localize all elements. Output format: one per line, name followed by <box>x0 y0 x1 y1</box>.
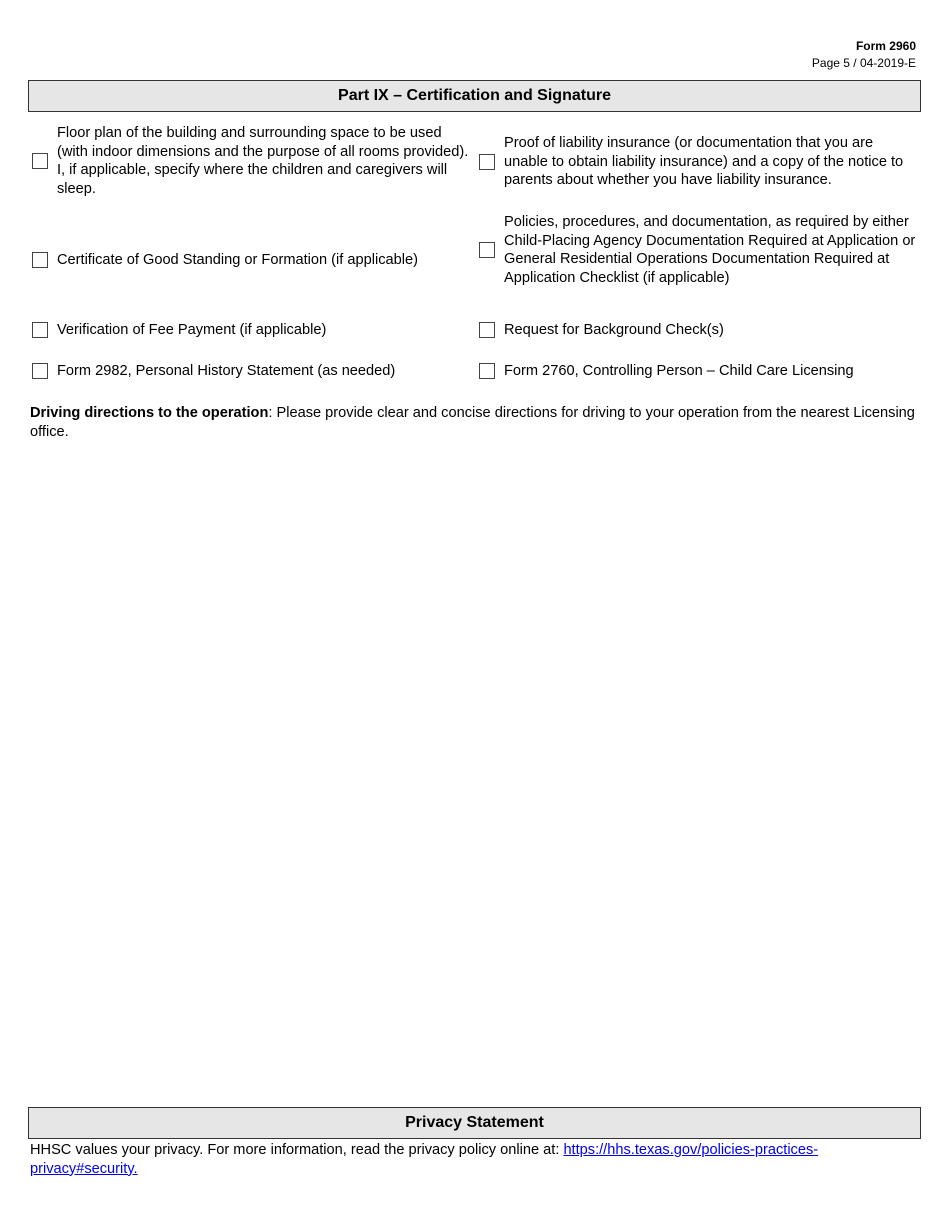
liability-insurance-checkbox[interactable] <box>479 154 495 170</box>
background-check-checkbox[interactable] <box>479 322 495 338</box>
checklist-item-liability-insurance <box>479 134 919 190</box>
section-title: Privacy Statement <box>405 1114 544 1131</box>
form-2760-checkbox[interactable] <box>479 363 495 379</box>
fee-payment-checkbox[interactable] <box>32 322 48 338</box>
driving-directions-text: : Please provide clear and concise directions for driving to your operation from the nearest Licensing office. <box>30 405 915 440</box>
checklist-item-policies-procedures <box>479 213 919 287</box>
privacy-statement-text: HHSC values your privacy. For more information, read the privacy policy online at: <box>30 1142 564 1158</box>
checklist-item-label: Verification of Fee Payment (if applicable) <box>57 322 327 338</box>
checklist-item-form-2760 <box>479 362 919 381</box>
floor-plan-checkbox[interactable] <box>32 153 48 169</box>
section-title: Part IX – Certification and Signature <box>338 87 611 104</box>
driving-directions-label: Driving directions to the operation <box>30 405 269 421</box>
checklist-item-background-check <box>479 321 919 340</box>
checklist-item-fee-payment <box>32 321 472 340</box>
good-standing-checkbox[interactable] <box>32 252 48 268</box>
checklist-item-floor-plan <box>32 124 472 198</box>
form-2982-checkbox[interactable] <box>32 363 48 379</box>
section-header-privacy <box>28 1107 921 1139</box>
checklist-item-label: Floor plan of the building and surrounding space to be used (with indoor dimensions and the purpose of all rooms provided). I, if applicable, specify where the children and caregivers will sleep. <box>57 125 469 197</box>
privacy-policy-link[interactable]: https://hhs.texas.gov/policies-practices-privacy#security. <box>30 1142 819 1177</box>
checklist-item-label: Certificate of Good Standing or Formation (if applicable) <box>57 252 418 268</box>
section-header-part-ix <box>28 80 921 112</box>
checklist-item-label: Form 2760, Controlling Person – Child Care Licensing <box>504 363 854 379</box>
policies-procedures-checkbox[interactable] <box>479 242 495 258</box>
checklist-item-form-2982 <box>32 362 472 381</box>
checklist-item-label: Proof of liability insurance (or documentation that you are unable to obtain liability insurance) and a copy of the notice to parents about whether you have liability insurance. <box>504 135 904 188</box>
form-number: Form 2960 <box>855 39 916 53</box>
checklist-item-label: Request for Background Check(s) <box>504 322 724 338</box>
checklist-item-label: Form 2982, Personal History Statement (as needed) <box>57 363 396 379</box>
checklist-item-good-standing <box>32 251 472 270</box>
page-info: Page 5 / 04-2019-E <box>811 56 916 70</box>
checklist-item-label: Policies, procedures, and documentation, as required by either Child-Placing Agency Documentation Required at Application or General Residential Operations Documentation Required at Application Checklist (if applicable) <box>504 214 916 286</box>
driving-directions <box>30 404 915 441</box>
privacy-statement <box>30 1141 915 1178</box>
